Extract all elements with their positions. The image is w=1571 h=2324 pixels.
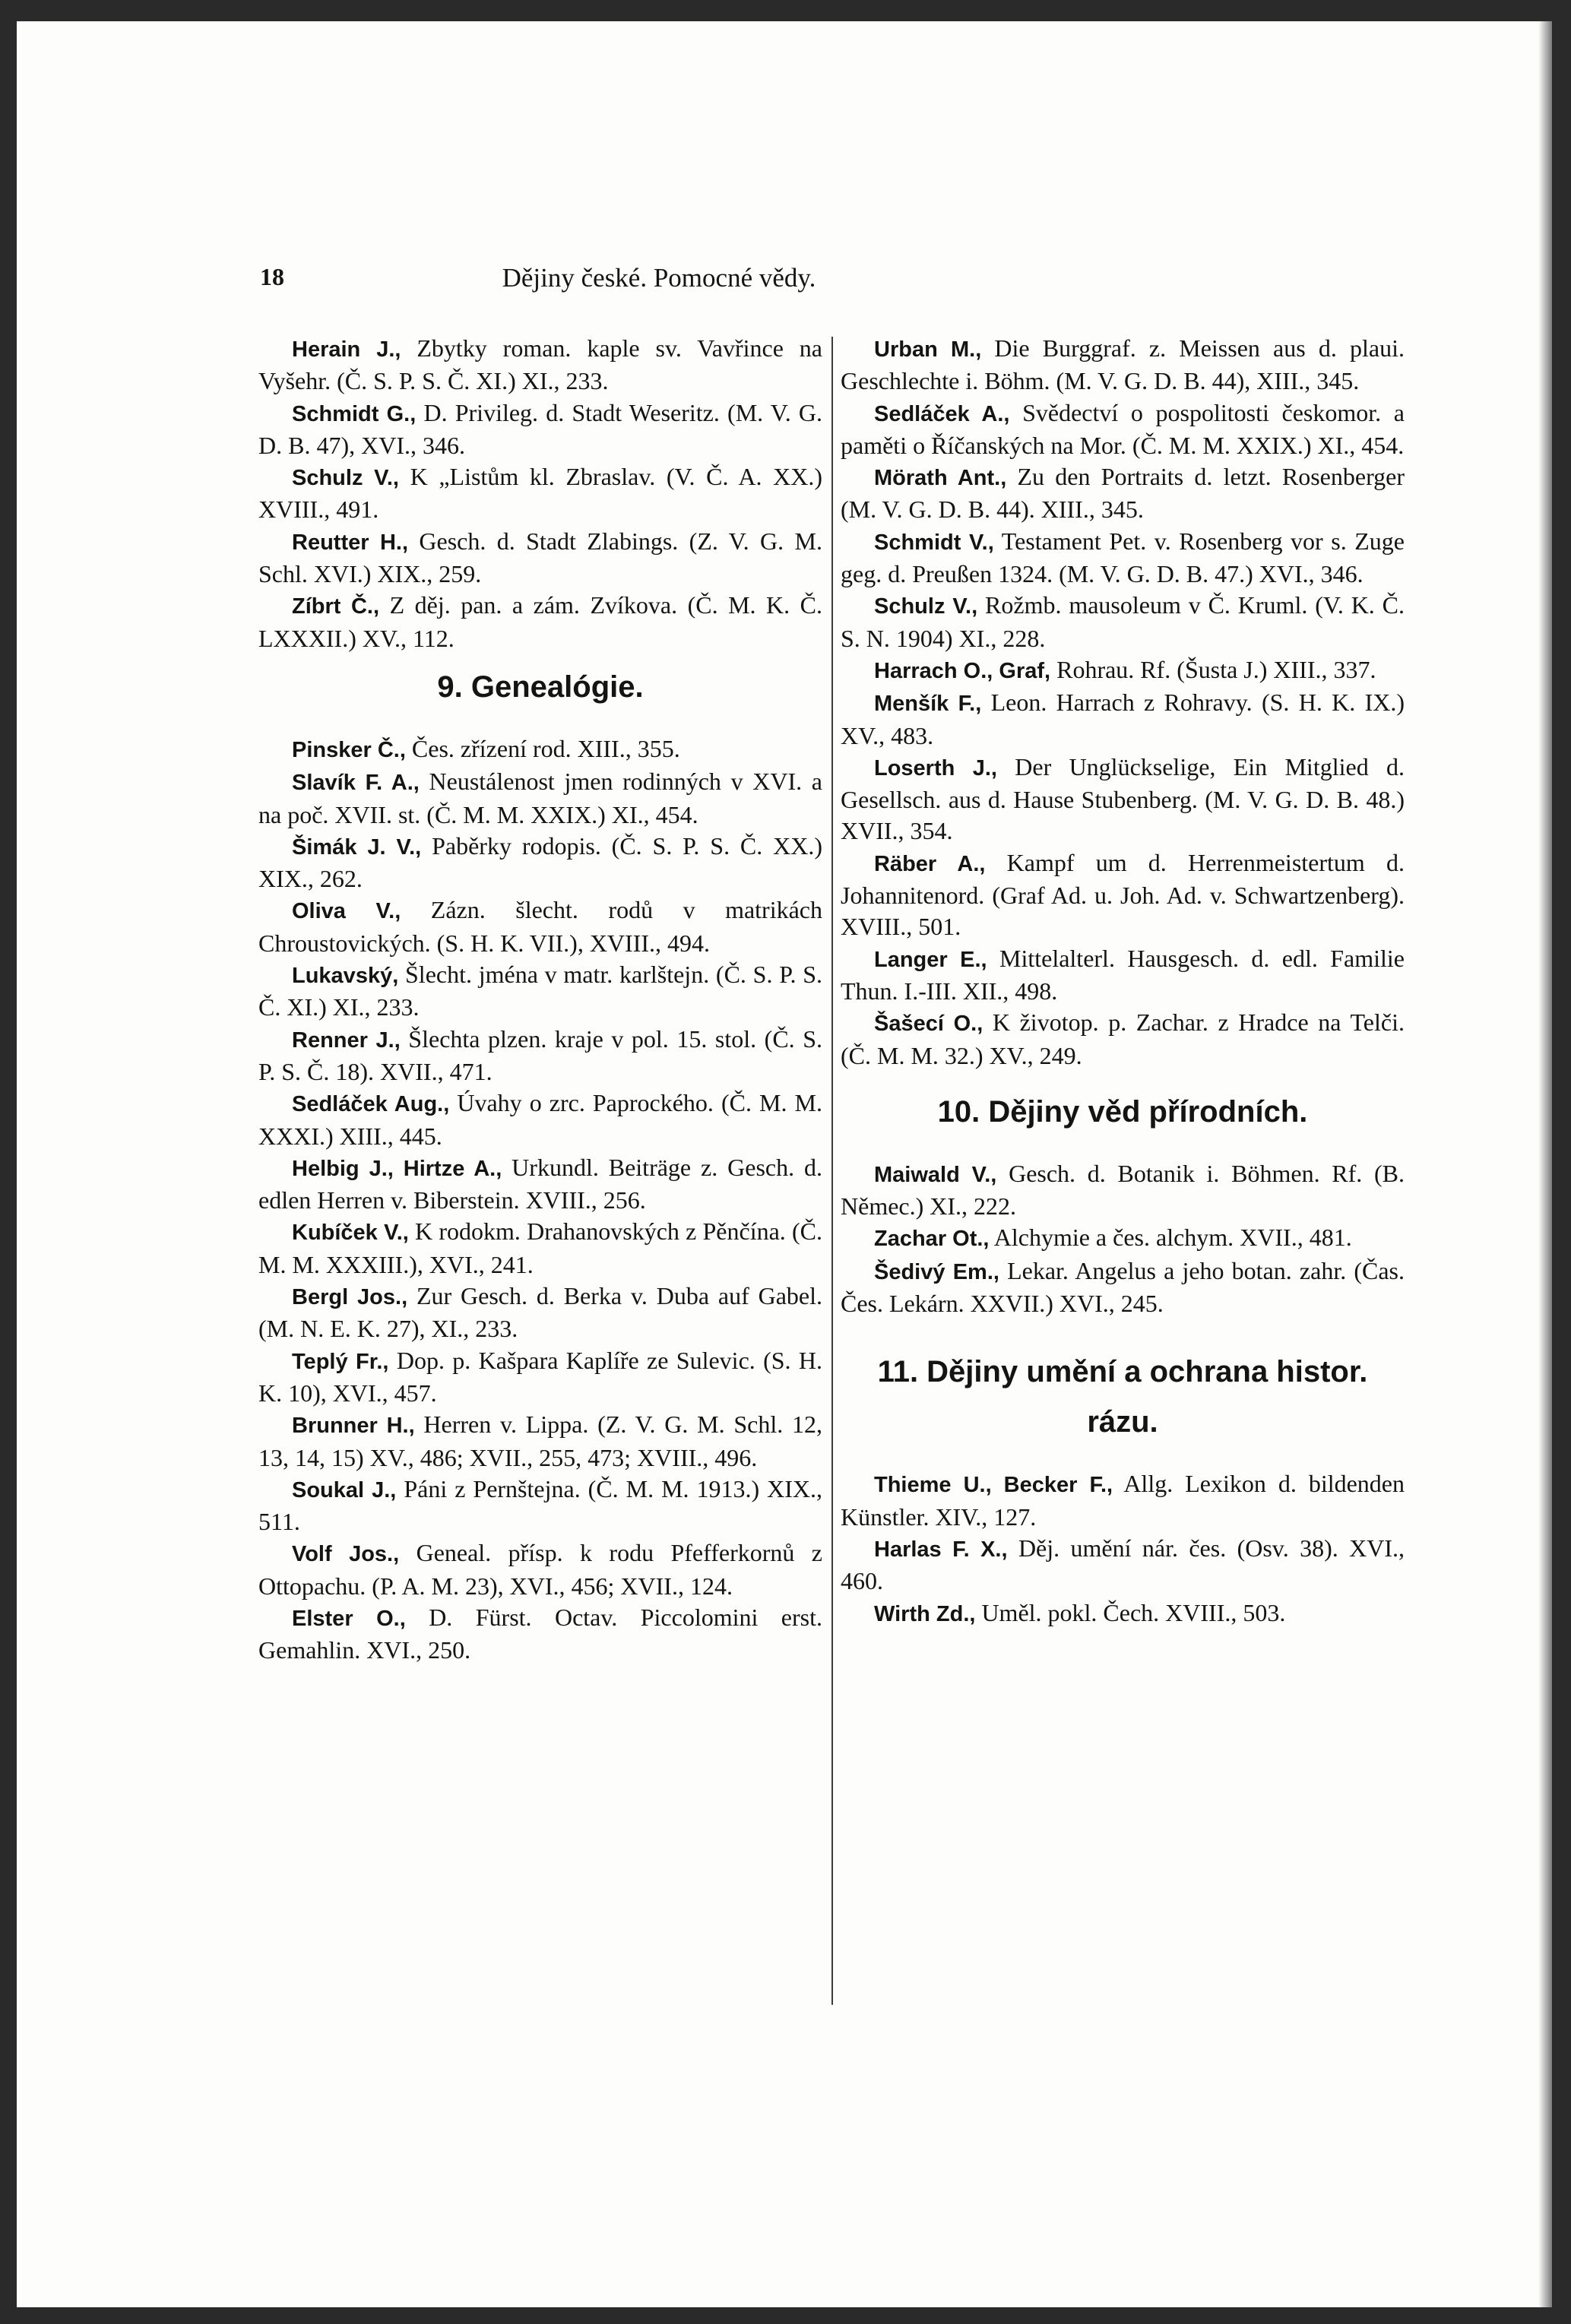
bibliography-entry: [258, 733, 822, 766]
entry-author: Teplý Fr.,: [292, 1349, 389, 1374]
entry-author: Schulz V.,: [874, 594, 978, 619]
entry-text: Zu den Portraits d. letzt. Rosenberger (M. V. G. D. B. 44). XIII., 345.: [841, 463, 1405, 524]
entry-group: [258, 733, 822, 1667]
entry-text: Páni z Pernštejna. (Č. M. M. 1913.) XIX., 511.: [258, 1474, 823, 1536]
entry-text: Alchymie a čes. alchym. XVII., 481.: [989, 1224, 1352, 1252]
entry-text: Zur Gesch. d. Berka v. Duba auf Gabel. (M. N. E. K. 27), XI., 233.: [258, 1282, 822, 1343]
entry-group: [841, 1158, 1405, 1319]
entry-author: Bergl Jos.,: [292, 1285, 408, 1310]
entry-text: Rohrau. Rf. (Šusta J.) XIII., 337.: [1050, 655, 1376, 683]
bibliography-entry: [258, 831, 822, 895]
section-heading-natural-sciences: 10. Dějiny věd přírodních.: [937, 1094, 1308, 1129]
entry-author: Oliva V.,: [292, 899, 401, 924]
entry-author: Pinsker Č.,: [292, 737, 406, 762]
entry-author: Schmidt V.,: [874, 530, 994, 555]
entry-author: Harlas F. X.,: [874, 1537, 1008, 1562]
bibliography-entry: [841, 397, 1405, 462]
bibliography-entry: [258, 959, 822, 1024]
entry-author: Lukavský,: [292, 964, 399, 989]
entry-text: Zázn. šlecht. rodů v matrikách Chroustovických. (S. H. K. VII.), XVIII., 494.: [258, 896, 823, 957]
entry-text: Allg. Lexikon d. bildenden Künstler. XIV., 127.: [841, 1470, 1405, 1531]
bibliography-entry: [841, 590, 1405, 654]
bibliography-entry: [841, 1468, 1405, 1533]
bibliography-entry: [258, 1088, 822, 1152]
bibliography-entry: [841, 943, 1405, 1008]
entry-author: Langer E.,: [874, 947, 987, 972]
entry-text: Z děj. pan. a zám. Zvíkova. (Č. M. K. Č. LXXXII.) XV., 112.: [258, 591, 823, 652]
bibliography-entry: [258, 1474, 822, 1538]
bibliography-entry: [841, 1255, 1405, 1320]
entry-text: Úvahy o zrc. Paprockého. (Č. M. M. XXXI.) XIII., 445.: [258, 1089, 822, 1150]
running-title: Dějiny české. Pomocné vědy.: [502, 263, 816, 293]
entry-author: Renner J.,: [292, 1027, 401, 1053]
bibliography-entry: [258, 526, 822, 590]
entry-author: Menšík F.,: [874, 692, 982, 717]
bibliography-entry: [841, 1533, 1405, 1597]
entry-author: Urban M.,: [874, 337, 982, 362]
entry-text: Děj. umění nár. čes. (Osv. 38). XVI., 460.: [841, 1534, 1405, 1595]
entry-author: Brunner H.,: [292, 1414, 415, 1439]
bibliography-entry: [841, 461, 1405, 526]
bibliography-entry: [258, 1537, 822, 1602]
entry-group: [841, 1468, 1405, 1629]
entry-text: Čes. zřízení rod. XIII., 355.: [405, 734, 680, 762]
bibliography-entry: [841, 1158, 1405, 1223]
entry-author: Wirth Zd.,: [874, 1601, 976, 1626]
entry-text: Uměl. pokl. Čech. XVIII., 503.: [975, 1598, 1286, 1626]
entry-author: Elster O.,: [292, 1606, 406, 1631]
entry-group: [841, 333, 1405, 1072]
page-edge-shadow: [1538, 21, 1552, 2307]
entry-text: Zbytky roman. kaple sv. Vavřince na Vyšehr. (Č. S. P. S. Č. XI.) XI., 233.: [258, 334, 822, 395]
entry-text: Mittelalterl. Hausgesch. d. edl. Familie Thun. I.-III. XII., 498.: [841, 944, 1405, 1005]
entry-author: Šedivý Em.,: [874, 1259, 999, 1284]
right-column: [841, 333, 1405, 1630]
book-page: [17, 21, 1552, 2307]
bibliography-entry: [841, 687, 1405, 752]
bibliography-entry: [258, 397, 822, 462]
entry-text: D. Fürst. Octav. Piccolomini erst. Gemahlin. XVI., 250.: [258, 1603, 823, 1664]
entry-text: Gesch. d. Botanik i. Böhmen. Rf. (B. Němec.) XI., 222.: [841, 1159, 1405, 1221]
entry-text: Testament Pet. v. Rosenberg vor s. Zuge geg. d. Preußen 1324. (M. V. G. D. B. 47.) XVI., 346.: [841, 527, 1405, 588]
entry-text: Paběrky rodopis. (Č. S. P. S. Č. XX.) XIX., 262.: [258, 831, 822, 893]
entry-author: Šašecí O.,: [874, 1012, 983, 1037]
bibliography-entry: [841, 847, 1405, 943]
bibliography-entry: [841, 1007, 1405, 1072]
entry-text: Neustálenost jmen rodinných v XVI. a na poč. XVII. st. (Č. M. M. XXIX.) XI., 454.: [258, 768, 822, 828]
bibliography-entry: [258, 766, 822, 831]
entry-author: Harrach O., Graf,: [874, 658, 1051, 683]
section-heading-genealogy: 9. Genealógie.: [437, 670, 644, 704]
entry-author: Sedláček A.,: [874, 401, 1010, 426]
entry-author: Maiwald V.,: [874, 1162, 997, 1187]
bibliography-entry: [258, 461, 822, 526]
entry-group: [258, 333, 822, 654]
bibliography-entry: [841, 654, 1405, 687]
entry-author: Kubíček V.,: [292, 1221, 409, 1246]
entry-text: Gesch. d. Stadt Zlabings. (Z. V. G. M. Schl. XVI.) XIX., 259.: [258, 527, 822, 588]
entry-text: Urkundl. Beiträge z. Gesch. d. edlen Herren v. Biberstein. XVIII., 256.: [258, 1153, 822, 1214]
entry-text: Svědectví o pospolitosti českomor. a paměti o Říčanských na Mor. (Č. M. M. XXIX.) XI., 454.: [841, 398, 1405, 459]
entry-text: K životop. p. Zachar. z Hradce na Telči. (Č. M. M. 32.) XV., 249.: [841, 1008, 1405, 1069]
entry-author: Zachar Ot.,: [874, 1227, 990, 1252]
entry-author: Zíbrt Č.,: [292, 594, 380, 619]
entry-text: Rožmb. mausoleum v Č. Kruml. (V. K. Č. S. N. 1904) XI., 228.: [841, 591, 1405, 652]
entry-text: Šlechta plzen. kraje v pol. 15. stol. (Č. S. P. S. Č. 18). XVII., 471.: [258, 1024, 823, 1085]
bibliography-entry: [841, 1597, 1405, 1630]
entry-author: Slavík F. A.,: [292, 771, 420, 796]
bibliography-entry: [258, 1602, 822, 1667]
bibliography-entry: [258, 1409, 822, 1474]
entry-author: Schulz V.,: [292, 466, 399, 491]
column-divider: [831, 337, 833, 2005]
left-column: [258, 333, 822, 1667]
entry-text: K „Listům kl. Zbraslav. (V. Č. A. XX.) XVIII., 491.: [258, 463, 823, 524]
entry-text: Šlecht. jména v matr. karlštejn. (Č. S. P. S. Č. XI.) XI., 233.: [258, 961, 822, 1021]
page-header: [260, 263, 1058, 301]
bibliography-entry: [841, 526, 1405, 590]
bibliography-entry: [258, 1281, 822, 1345]
entry-author: Helbig J., Hirtze A.,: [292, 1156, 502, 1181]
entry-text: Herren v. Lippa. (Z. V. G. M. Schl. 12, 13, 14, 15) XV., 486; XVII., 255, 473; XVIII., 496.: [258, 1411, 823, 1471]
bibliography-entry: [258, 590, 822, 654]
entry-text: Die Burggraf. z. Meissen aus d. plaui. Geschlechte i. Böhm. (M. V. G. D. B. 44), XIII., 345.: [841, 334, 1405, 395]
entry-author: Soukal J.,: [292, 1477, 397, 1502]
entry-author: Schmidt G.,: [292, 401, 417, 426]
entry-text: D. Privileg. d. Stadt Weseritz. (M. V. G. D. B. 47), XVI., 346.: [258, 398, 822, 459]
bibliography-entry: [841, 752, 1405, 847]
entry-text: Kampf um d. Herrenmeistertum d. Johannitenord. (Graf Ad. u. Joh. Ad. v. Schwartzenberg). XVIII., 501.: [841, 848, 1405, 941]
page-number: 18: [260, 263, 284, 290]
bibliography-entry: [258, 1152, 822, 1217]
entry-author: Volf Jos.,: [292, 1542, 400, 1567]
bibliography-entry: [841, 333, 1405, 397]
entry-author: Sedláček Aug.,: [292, 1092, 450, 1117]
entry-text: Lekar. Angelus a jeho botan. zahr. (Čas. Čes. Lekárn. XXVII.) XVI., 245.: [841, 1256, 1405, 1318]
bibliography-entry: [258, 1024, 822, 1088]
entry-text: Dop. p. Kašpara Kaplíře ze Sulevic. (S. H. K. 10), XVI., 457.: [258, 1346, 822, 1407]
entry-author: Räber A.,: [874, 851, 986, 876]
bibliography-entry: [258, 1216, 822, 1281]
bibliography-entry: [258, 333, 822, 397]
bibliography-entry: [841, 1222, 1405, 1255]
entry-author: Herain J.,: [292, 337, 401, 362]
entry-text: Der Unglückselige, Ein Mitglied d. Gesellsch. aus d. Hause Stubenberg. (M. V. G. D. B. 48.) XVII., 354.: [841, 752, 1405, 845]
bibliography-entry: [258, 894, 822, 959]
entry-text: Leon. Harrach z Rohravy. (S. H. K. IX.) XV., 483.: [841, 689, 1405, 749]
section-heading-art-history: 11. Dějiny umění a ochrana histor. rázu.: [877, 1355, 1368, 1439]
entry-author: Reutter H.,: [292, 530, 409, 555]
bibliography-entry: [258, 1345, 822, 1410]
entry-text: K rodokm. Drahanovských z Pěnčína. (Č. M. M. XXXIII.), XVI., 241.: [258, 1217, 822, 1278]
entry-author: Šimák J. V.,: [292, 834, 422, 860]
entry-author: Thieme U., Becker F.,: [874, 1473, 1113, 1498]
entry-author: Mörath Ant.,: [874, 466, 1007, 491]
entry-author: Loserth J.,: [874, 755, 997, 780]
entry-text: Geneal. přísp. k rodu Pfefferkornů z Ottopachu. (P. A. M. 23), XVI., 456; XVII., 124.: [258, 1539, 822, 1600]
